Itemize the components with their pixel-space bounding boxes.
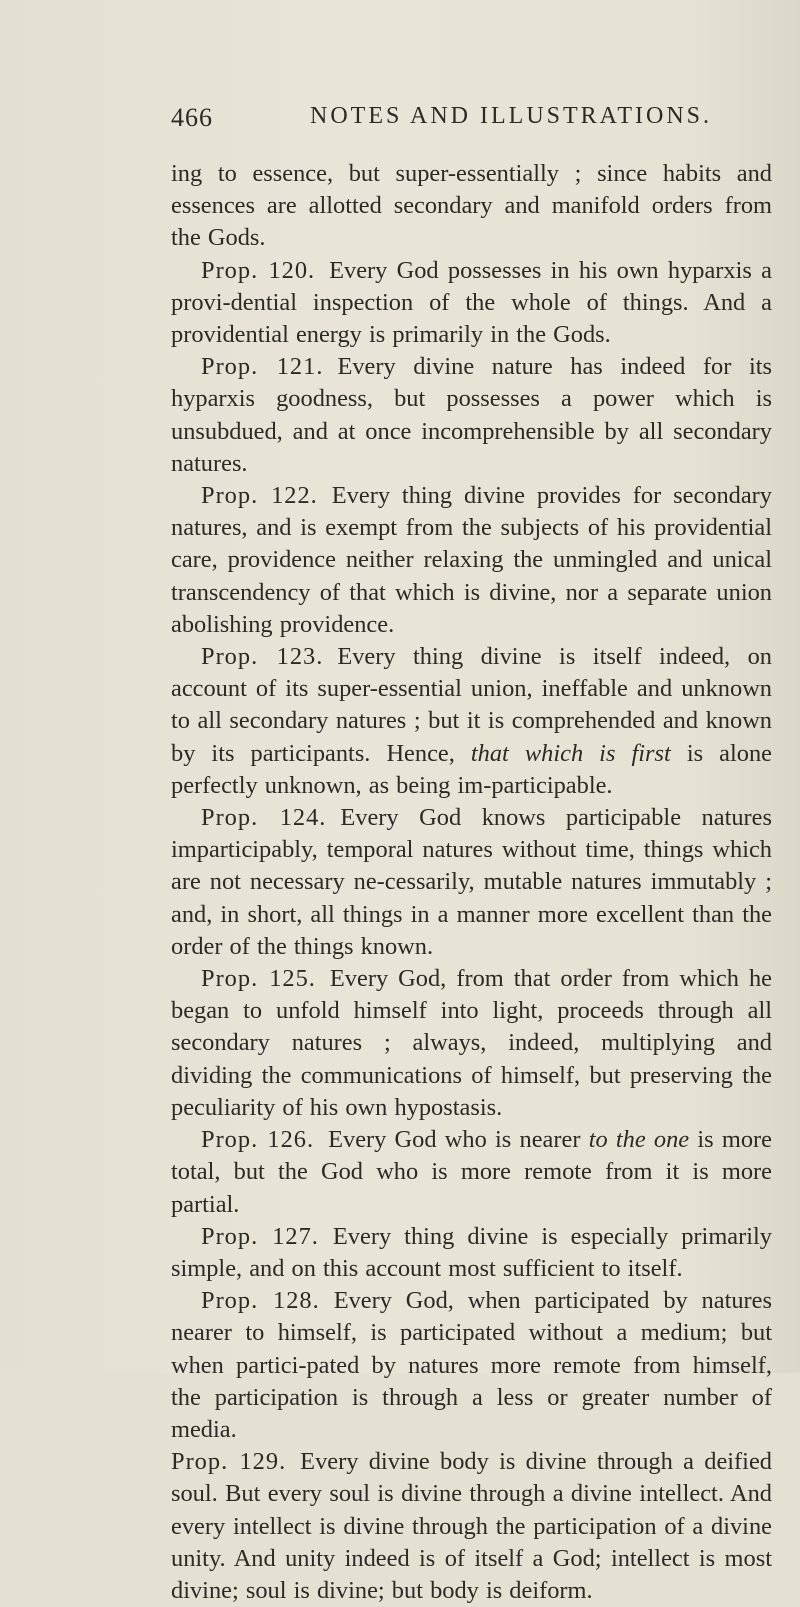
paragraph-continuation: ing to essence, but super-essentially ; since habits and essences are allotted secondary and manifold orders from the Gods. — [171, 160, 772, 252]
page-header — [171, 103, 740, 143]
paragraph-prop-120: Prop. 120. Every God possesses in his own hyparxis a provi-dential inspection of the whole of things. And a providential energy is primarily in the Gods. — [171, 256, 772, 349]
italic-phrase: that which is first — [470, 739, 671, 767]
paragraph-prop-124: Prop. 124. Every God knows participable natures imparticipably, temporal natures without time, things which are not necessary ne-cessarily, mutable natures immutably ; and, in short, all things in a manner more excellent than the order of the things known. — [171, 804, 772, 960]
page-number: 466 — [171, 103, 213, 132]
prop-label: Prop. 121. — [201, 353, 324, 381]
paragraph-prop-126: Prop. 126. Every God who is nearer to the one is more total, but the God who is more remote from it is more partial. — [171, 1126, 772, 1218]
prop-label: Prop. 127. — [201, 1222, 319, 1250]
prop-label: Prop. 128. — [201, 1287, 320, 1315]
paragraph-prop-128: Prop. 128. Every God, when participated by natures nearer to himself, is participated without a medium; but when partici-pated by natures more remote from himself, the participation is through a less or greater number of media. — [171, 1287, 772, 1443]
paragraph-prop-121: Prop. 121. Every divine nature has indeed for its hyparxis goodness, but possesses a power which is unsubdued, and at once incomprehensible by all secondary natures. — [171, 353, 772, 477]
paragraph-prop-127: Prop. 127. Every thing divine is especially primarily simple, and on this account most sufficient to itself. — [171, 1222, 772, 1282]
paragraph-prop-125: Prop. 125. Every God, from that order from which he began to unfold himself into light, proceeds through all secondary natures ; always, indeed, multiplying and dividing the communications of himself, but preserving the peculiarity of his own hypostasis. — [171, 965, 772, 1121]
paragraph-prop-129: Prop. 129. Every divine body is divine through a deified soul. But every soul is divine through a divine intellect. And every intellect is divine through the participation of a divine unity. And unity indeed is of itself a God; intellect is most divine; soul is divine; but body is deiform. — [171, 1448, 772, 1604]
prop-label: Prop. 129. — [171, 1448, 287, 1476]
body-text — [171, 158, 772, 1607]
paragraph-prop-122: Prop. 122. Every thing divine provides for secondary natures, and is exempt from the subjects of his providential care, providence neither relaxing the unmingled and unical transcendency of that which is divine, nor a separate union abolishing providence. — [171, 482, 772, 638]
prop-label: Prop. 125. — [201, 965, 316, 993]
prop-label: Prop. 126. — [201, 1126, 315, 1154]
prop-label: Prop. 124. — [201, 804, 327, 832]
running-head: NOTES AND ILLUSTRATIONS. — [310, 103, 712, 129]
prop-label: Prop. 120. — [201, 256, 316, 284]
prop-label: Prop. 122. — [201, 482, 318, 510]
italic-phrase: to the one — [588, 1126, 690, 1154]
paragraph-prop-123: Prop. 123. Every thing divine is itself indeed, on account of its super-essential union, ineffable and unknown to all secondary natures ; but it is comprehended and known by its participants. Hence, that which is first is alone perfectly unknown, as being im-participable. — [171, 643, 772, 799]
prop-label: Prop. 123. — [201, 643, 324, 671]
